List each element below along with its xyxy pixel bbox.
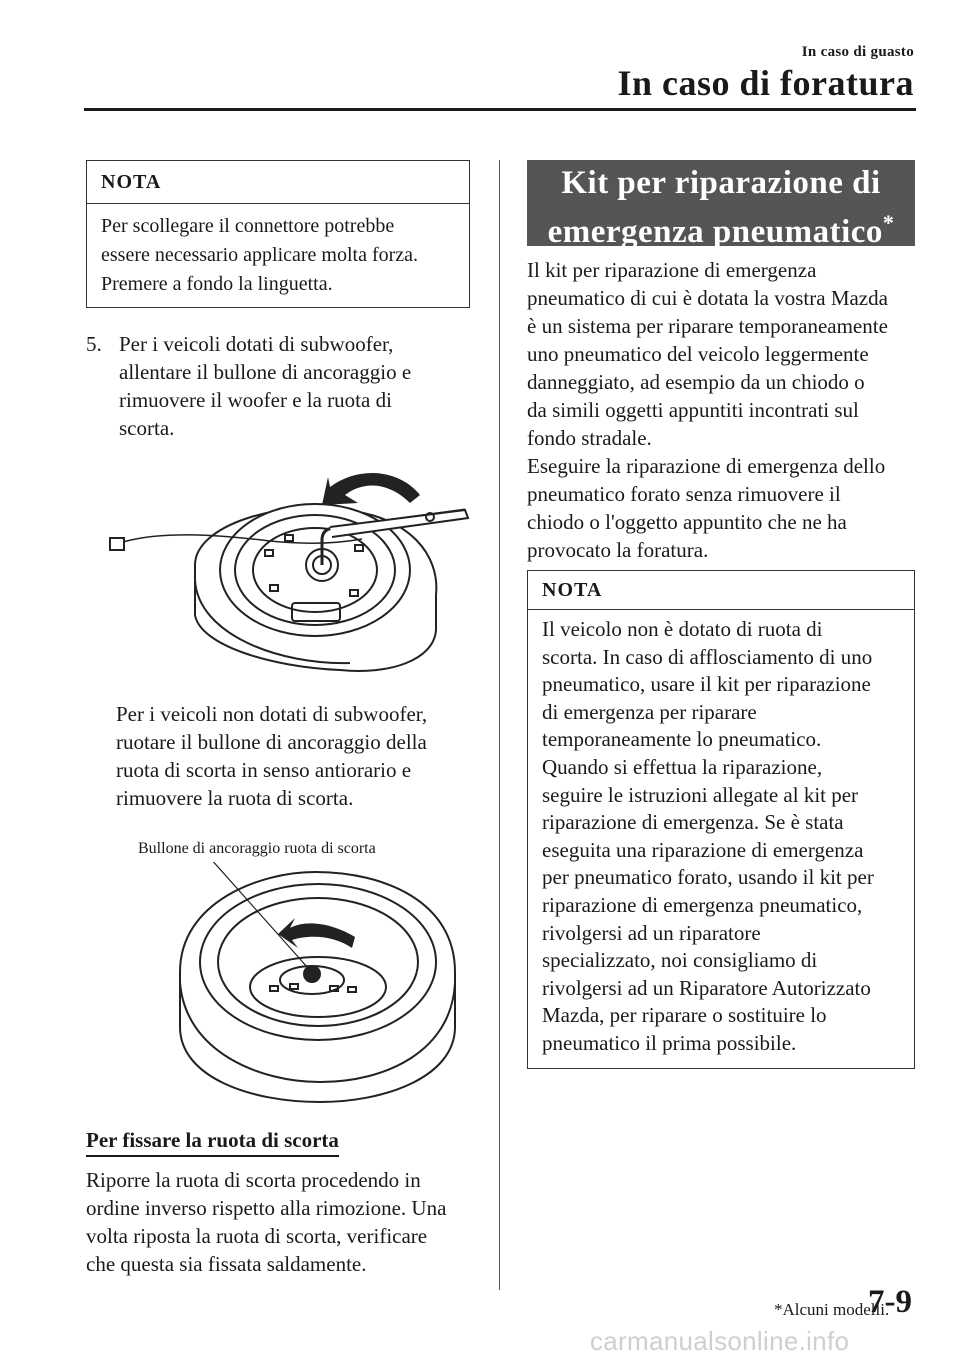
step-line: allentare il bullone di ancoraggio e xyxy=(119,360,412,384)
nota-box-repair-kit xyxy=(527,570,915,1069)
nota-line: pneumatico, usare il kit per riparazione xyxy=(542,672,871,697)
watermark: carmanualsonline.info xyxy=(590,1326,850,1356)
nota-line: rivolgersi ad un Riparatore Autorizzato xyxy=(542,975,871,1000)
para-line: danneggiato, ad esempio da un chiodo o xyxy=(527,370,865,394)
para-line: pneumatico di cui è dotata la vostra Mazda xyxy=(527,286,888,310)
nota-line: per pneumatico forato, usando il kit per xyxy=(542,865,874,890)
nota-line: di emergenza per riparare xyxy=(542,699,757,724)
nota-line: Per scollegare il connettore potrebbe xyxy=(101,215,395,237)
header-rule xyxy=(84,108,916,111)
nota-body xyxy=(528,610,914,1068)
nota-box-connector xyxy=(86,160,470,308)
page-number: 7-9 xyxy=(868,1284,912,1320)
para-line: pneumatico forato senza rimuovere il xyxy=(527,482,841,506)
para-line: Per i veicoli non dotati di subwoofer, xyxy=(116,702,428,726)
para-line: ruota di scorta in senso antiorario e xyxy=(116,758,412,782)
banner-asterisk: * xyxy=(882,210,895,235)
nota-line: eseguita una riparazione di emergenza xyxy=(542,837,864,862)
nota-line: specializzato, noi consigliamo di xyxy=(542,948,818,973)
banner-line: Kit per riparazione di xyxy=(561,165,881,201)
section-label: In caso di guasto xyxy=(801,44,914,60)
nota-line: essere necessario applicare molta forza. xyxy=(101,244,419,266)
para-line: Il kit per riparazione di emergenza xyxy=(527,258,817,282)
page-title: In caso di foratura xyxy=(617,63,914,103)
spare-wheel-subwoofer-illustration xyxy=(100,455,480,690)
para-line: ruotare il bullone di ancoraggio della xyxy=(116,730,427,754)
para-line: è un sistema per riparare temporaneamente xyxy=(527,314,888,338)
nota-line: riparazione di emergenza. Se è stata xyxy=(542,810,844,835)
nota-label: NOTA xyxy=(87,161,469,204)
para-line: che questa sia fissata saldamente. xyxy=(86,1252,367,1276)
para-line: rimuovere la ruota di scorta. xyxy=(116,786,354,810)
para-line: fondo stradale. xyxy=(527,426,652,450)
nota-line: Quando si effettua la riparazione, xyxy=(542,754,823,779)
step-number: 5. xyxy=(86,332,102,356)
para-line: chiodo o l'oggetto appuntito che ne ha xyxy=(527,510,847,534)
section-banner xyxy=(527,160,915,250)
footer-note: *Alcuni modelli. xyxy=(774,1300,890,1319)
para-line: Riporre la ruota di scorta procedendo in xyxy=(86,1168,421,1192)
nota-line: seguire le istruzioni allegate al kit per xyxy=(542,782,859,807)
column-divider xyxy=(499,160,500,1290)
section-subheading: Per fissare la ruota di scorta xyxy=(86,1128,339,1157)
paragraph-no-subwoofer xyxy=(116,700,476,812)
callout-label: Bullone di ancoraggio ruota di scorta xyxy=(138,840,376,857)
step-line: scorta. xyxy=(119,416,175,440)
step-line: rimuovere il woofer e la ruota di xyxy=(119,388,392,412)
paragraph-repair-kit xyxy=(527,256,917,564)
para-line: uno pneumatico del veicolo leggermente xyxy=(527,342,869,366)
spare-wheel-bolt-illustration xyxy=(170,862,470,1112)
paragraph-reinstall xyxy=(86,1166,476,1278)
nota-line: temporaneamente lo pneumatico. xyxy=(542,727,822,752)
banner-line xyxy=(527,203,915,252)
banner-line-2: emergenza pneumatico xyxy=(547,214,883,250)
nota-line: Mazda, per riparare o sostituire lo xyxy=(542,1003,827,1028)
nota-line: Il veicolo non è dotato di ruota di xyxy=(542,617,823,641)
para-line: volta riposta la ruota di scorta, verificare xyxy=(86,1224,428,1248)
nota-line: rivolgersi ad un riparatore xyxy=(542,920,761,945)
para-line: Eseguire la riparazione di emergenza dello xyxy=(527,454,886,478)
nota-body xyxy=(87,204,469,307)
para-line: da simili oggetti appuntiti incontrati sul xyxy=(527,398,859,422)
step-line: Per i veicoli dotati di subwoofer, xyxy=(119,332,394,356)
nota-line: pneumatico il prima possibile. xyxy=(542,1030,797,1055)
nota-label: NOTA xyxy=(528,571,914,610)
para-line: ordine inverso rispetto alla rimozione. Una xyxy=(86,1196,447,1220)
nota-line: scorta. In caso di afflosciamento di uno xyxy=(542,644,873,669)
nota-line: Premere a fondo la linguetta. xyxy=(101,273,333,295)
step-5 xyxy=(86,330,476,442)
para-line: provocato la foratura. xyxy=(527,538,709,562)
nota-line: riparazione di emergenza pneumatico, xyxy=(542,892,863,917)
